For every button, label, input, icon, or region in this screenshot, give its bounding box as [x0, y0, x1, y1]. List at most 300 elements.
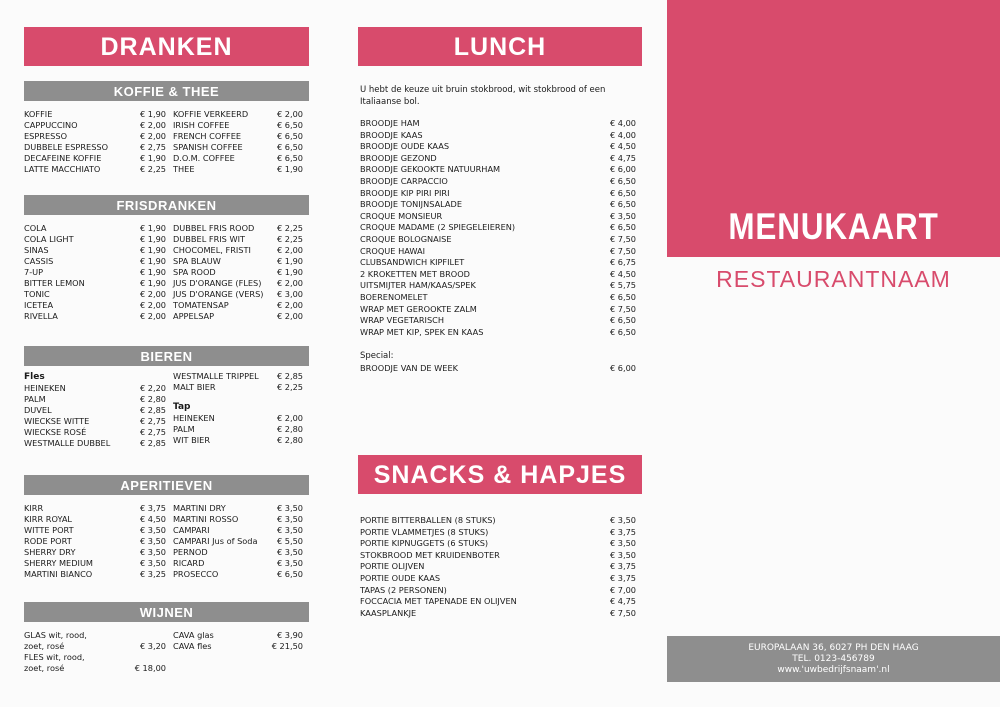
- wijnen-list-left: [24, 630, 166, 674]
- item-price: € 1,90: [139, 278, 166, 288]
- item-price: € 2,25: [276, 223, 303, 233]
- menu-item: [360, 211, 636, 223]
- snacks-banner: SNACKS & HAPJES: [358, 455, 642, 494]
- menu-item: [360, 608, 636, 620]
- item-price: € 3,50: [139, 525, 166, 535]
- item-name: PROSECCO: [173, 569, 219, 579]
- menu-item: [24, 558, 166, 569]
- menu-item: [173, 153, 303, 164]
- menu-item: [173, 245, 303, 256]
- item-price: € 1,90: [139, 109, 166, 119]
- menu-item: [24, 525, 166, 536]
- menu-item: [173, 424, 303, 435]
- wijnen-section: [24, 602, 309, 678]
- bieren-tap-label: Tap: [173, 402, 191, 412]
- item-price: € 4,75: [609, 152, 636, 163]
- item-name: RODE PORT: [24, 536, 72, 546]
- item-name: PERNOD: [173, 547, 208, 557]
- menu-item: [24, 311, 166, 322]
- dranken-banner: DRANKEN: [24, 27, 309, 66]
- menu-item: [360, 515, 636, 527]
- item-price: € 6,50: [609, 326, 636, 337]
- menu-item: [360, 257, 636, 269]
- menu-item: [24, 109, 166, 120]
- item-name: DECAFEINE KOFFIE: [24, 153, 102, 163]
- fris-list-right: [173, 223, 303, 322]
- menu-item: [173, 525, 303, 536]
- item-name: SHERRY DRY: [24, 547, 76, 557]
- menu-item: [173, 164, 303, 175]
- menu-item: [360, 188, 636, 200]
- menu-item: [173, 435, 303, 446]
- item-name: BITTER LEMON: [24, 278, 85, 288]
- item-price: € 4,50: [139, 514, 166, 524]
- item-name: PALM: [24, 394, 46, 404]
- item-name: STOKBROOD MET KRUIDENBOTER: [360, 549, 500, 560]
- item-price: € 6,50: [276, 153, 303, 163]
- menu-item: [173, 234, 303, 245]
- item-name: DUBBEL FRIS WIT: [173, 234, 245, 244]
- item-name: LATTE MACCHIATO: [24, 164, 101, 174]
- item-price: € 5,75: [609, 280, 636, 291]
- item-name: MARTINI DRY: [173, 503, 226, 513]
- menu-item: [24, 438, 166, 449]
- menu-item: [24, 547, 166, 558]
- aperitieven-list-right: [173, 503, 303, 580]
- koffie-list-right: [173, 109, 303, 175]
- item-name: CAMPARI Jus of Soda: [173, 536, 258, 546]
- item-name: BROODJE KAAS: [360, 129, 423, 140]
- item-name: HEINEKEN: [173, 413, 215, 423]
- menu-item: [24, 153, 166, 164]
- item-price: € 7,50: [609, 607, 636, 618]
- item-price: € 3,75: [609, 526, 636, 537]
- item-name: CROQUE BOLOGNAISE: [360, 233, 452, 244]
- item-name: CROQUE MONSIEUR: [360, 210, 443, 221]
- item-price: € 2,00: [276, 109, 303, 119]
- aperitieven-header: APERITIEVEN: [24, 475, 309, 495]
- item-price: € 3,75: [139, 503, 166, 513]
- item-price: € 1,90: [276, 164, 303, 174]
- item-price: € 3,50: [276, 558, 303, 568]
- item-price: € 4,00: [609, 129, 636, 140]
- bieren-right: [173, 371, 303, 446]
- item-name: TONIC: [24, 289, 50, 299]
- item-price: € 2,85: [276, 371, 303, 381]
- item-price: € 1,90: [276, 256, 303, 266]
- item-price: € 3,75: [609, 561, 636, 572]
- koffie-section: [24, 81, 309, 179]
- contact-web: www.'uwbedrijfsnaam'.nl: [777, 665, 890, 675]
- lunch-list: [360, 118, 636, 338]
- menu-item: [24, 234, 166, 245]
- item-name: CHOCOMEL, FRISTI: [173, 245, 251, 255]
- item-name: 2 KROKETTEN MET BROOD: [360, 268, 470, 279]
- menu-item: [173, 131, 303, 142]
- item-name: WIECKSE ROSÉ: [24, 427, 87, 437]
- menu-item: [360, 561, 636, 573]
- lunch-intro: U hebt de keuze uit bruin stokbrood, wit stokbrood of een Italiaanse bol.: [360, 85, 606, 107]
- menu-item: [173, 256, 303, 267]
- wijnen-header: WIJNEN: [24, 602, 309, 622]
- menu-item: [173, 311, 303, 322]
- menu-item: [24, 383, 166, 394]
- item-price: € 6,50: [609, 291, 636, 302]
- menu-item: [360, 585, 636, 597]
- item-name: DUBBELE ESPRESSO: [24, 142, 109, 152]
- menu-item: [360, 118, 636, 130]
- menu-item: [24, 289, 166, 300]
- koffie-list-left: [24, 109, 166, 175]
- menu-item: [24, 245, 166, 256]
- menu-item: [360, 130, 636, 142]
- fris-section: [24, 195, 309, 327]
- lunch-special-name: BROODJE VAN DE WEEK: [360, 363, 458, 373]
- menu-item: [360, 234, 636, 246]
- item-name: ESPRESSO: [24, 131, 68, 141]
- item-price: € 2,00: [276, 245, 303, 255]
- item-price: € 1,90: [139, 153, 166, 163]
- item-name: WIT BIER: [173, 435, 211, 445]
- menu-item: [24, 164, 166, 175]
- item-price: € 6,50: [609, 175, 636, 186]
- menu-item: [24, 630, 166, 641]
- menu-item: [173, 278, 303, 289]
- menu-item: [360, 222, 636, 234]
- item-price: € 18,00: [134, 663, 166, 673]
- item-name: TAPAS (2 PERSONEN): [360, 584, 447, 595]
- item-price: € 3,50: [139, 558, 166, 568]
- item-name: PALM: [173, 424, 195, 434]
- menu-item: [24, 652, 166, 663]
- item-name: MALT BIER: [173, 382, 216, 392]
- item-price: € 1,90: [139, 245, 166, 255]
- item-name: CASSIS: [24, 256, 54, 266]
- item-price: € 1,90: [139, 267, 166, 277]
- item-name: FOCCACIA MET TAPENADE EN OLIJVEN: [360, 596, 517, 607]
- item-name: WRAP MET GEROOKTE ZALM: [360, 303, 477, 314]
- item-name: CLUBSANDWICH KIPFILET: [360, 257, 465, 268]
- item-price: € 2,85: [139, 438, 166, 448]
- item-price: € 6,50: [276, 131, 303, 141]
- item-name: WITTE PORT: [24, 525, 74, 535]
- fris-list-left: [24, 223, 166, 322]
- item-name: SPA ROOD: [173, 267, 216, 277]
- menu-item: [173, 569, 303, 580]
- item-name: BROODJE CARPACCIO: [360, 175, 448, 186]
- menu-item: [360, 269, 636, 281]
- item-name: RIVELLA: [24, 311, 58, 321]
- aperitieven-section: [24, 475, 309, 583]
- menu-item: [173, 630, 303, 641]
- menu-item: [24, 394, 166, 405]
- menu-item: [173, 371, 303, 382]
- item-price: € 2,00: [276, 311, 303, 321]
- cover-subtitle: RESTAURANTNAAM: [716, 266, 951, 292]
- item-price: € 6,50: [276, 569, 303, 579]
- item-name: PORTIE BITTERBALLEN (8 STUKS): [360, 515, 496, 525]
- bieren-fles-list: [24, 383, 166, 449]
- wijnen-list-right: [173, 630, 303, 652]
- item-price: € 3,50: [276, 547, 303, 557]
- item-name: BROODJE KIP PIRI PIRI: [360, 187, 450, 198]
- menu-item: [360, 176, 636, 188]
- item-name: zoet, rosé: [24, 641, 65, 651]
- item-price: € 2,25: [276, 234, 303, 244]
- menu-item: [24, 131, 166, 142]
- menu-item: [24, 569, 166, 580]
- item-price: € 2,00: [139, 300, 166, 310]
- item-name: KIRR: [24, 503, 44, 513]
- item-name: CAPPUCCINO: [24, 120, 78, 130]
- item-name: D.O.M. COFFEE: [173, 153, 235, 163]
- item-price: € 1,90: [139, 234, 166, 244]
- menu-item: [360, 164, 636, 176]
- lunch-special-price: € 6,00: [609, 363, 636, 373]
- menu-item: [360, 246, 636, 258]
- item-price: € 3,75: [609, 572, 636, 583]
- item-name: SHERRY MEDIUM: [24, 558, 93, 568]
- item-price: € 3,50: [139, 536, 166, 546]
- menu-item: [24, 641, 166, 652]
- item-name: GLAS wit, rood,: [24, 630, 87, 640]
- menu-item: [173, 289, 303, 300]
- item-name: CROQUE MADAME (2 SPIEGELEIEREN): [360, 222, 516, 233]
- menu-item: [173, 300, 303, 311]
- menu-item: [24, 300, 166, 311]
- item-price: € 2,25: [276, 382, 303, 392]
- item-name: PORTIE OUDE KAAS: [360, 572, 441, 583]
- item-name: COLA LIGHT: [24, 234, 74, 244]
- item-name: MARTINI BIANCO: [24, 569, 93, 579]
- item-name: JUS D'ORANGE (FLES): [173, 278, 262, 288]
- menu-item: [24, 278, 166, 289]
- item-price: € 2,75: [139, 427, 166, 437]
- item-price: € 6,50: [609, 187, 636, 198]
- menu-item: [24, 120, 166, 131]
- item-name: WESTMALLE TRIPPEL: [173, 371, 259, 381]
- item-name: BROODJE GEKOOKTE NATUURHAM: [360, 164, 501, 175]
- item-price: € 3,50: [276, 525, 303, 535]
- item-name: SPA BLAUW: [173, 256, 221, 266]
- item-price: € 6,50: [276, 120, 303, 130]
- item-name: BOERENOMELET: [360, 291, 428, 302]
- item-name: PORTIE OLIJVEN: [360, 561, 425, 572]
- item-price: € 2,00: [276, 300, 303, 310]
- menu-item: [24, 142, 166, 153]
- item-price: € 2,80: [276, 435, 303, 445]
- item-price: € 2,75: [139, 142, 166, 152]
- menu-item: [360, 315, 636, 327]
- menu-item: [24, 267, 166, 278]
- item-name: UITSMIJTER HAM/KAAS/SPEK: [360, 280, 476, 291]
- item-name: RICARD: [173, 558, 205, 568]
- item-name: PORTIE KIPNUGGETS (6 STUKS): [360, 538, 489, 549]
- item-price: € 6,50: [609, 199, 636, 210]
- item-price: € 4,75: [609, 596, 636, 607]
- bieren-left: [24, 371, 166, 449]
- menu-item: [173, 536, 303, 547]
- menu-item: [24, 503, 166, 514]
- item-name: 7-UP: [24, 267, 44, 277]
- item-name: FRENCH COFFEE: [173, 131, 242, 141]
- item-price: € 2,75: [139, 416, 166, 426]
- bieren-tap-list: [173, 413, 303, 446]
- item-price: € 2,80: [276, 424, 303, 434]
- item-name: BROODJE GEZOND: [360, 152, 437, 163]
- item-name: DUVEL: [24, 405, 52, 415]
- item-price: € 2,00: [139, 131, 166, 141]
- menu-item: [173, 223, 303, 234]
- menu-item: [24, 536, 166, 547]
- item-price: € 3,50: [609, 210, 636, 221]
- menu-item: [173, 109, 303, 120]
- item-price: € 1,90: [139, 223, 166, 233]
- fris-header: FRISDRANKEN: [24, 195, 309, 215]
- snacks-list: [360, 515, 636, 619]
- menu-item: [24, 663, 166, 674]
- item-name: WRAP VEGETARISCH: [360, 315, 445, 326]
- menu-item: [173, 514, 303, 525]
- item-price: € 2,20: [139, 383, 166, 393]
- item-name: MARTINI ROSSO: [173, 514, 239, 524]
- item-price: € 3,50: [609, 538, 636, 549]
- item-price: € 6,50: [276, 142, 303, 152]
- item-price: € 2,85: [139, 405, 166, 415]
- menu-item: [24, 416, 166, 427]
- menu-item: [24, 514, 166, 525]
- koffie-header: KOFFIE & THEE: [24, 81, 309, 101]
- item-name: KAASPLANKJE: [360, 607, 417, 618]
- menu-item: [360, 527, 636, 539]
- item-price: € 2,80: [139, 394, 166, 404]
- menu-item: [360, 596, 636, 608]
- menu-item: [173, 503, 303, 514]
- menu-item: [360, 573, 636, 585]
- item-name: CAVA fles: [173, 641, 212, 651]
- item-price: € 3,50: [609, 549, 636, 560]
- contact-address: EUROPALAAN 36, 6027 PH DEN HAAG: [748, 643, 919, 653]
- item-name: WESTMALLE DUBBEL: [24, 438, 111, 448]
- menu-item: [173, 641, 303, 652]
- item-name: KIRR ROYAL: [24, 514, 72, 524]
- item-price: € 6,50: [609, 222, 636, 233]
- item-price: € 3,50: [276, 503, 303, 513]
- item-price: € 2,00: [139, 120, 166, 130]
- item-name: PORTIE VLAMMETJES (8 STUKS): [360, 526, 489, 537]
- item-name: THEE: [173, 164, 195, 174]
- contact-footer: [667, 636, 1000, 682]
- menu-item: [360, 304, 636, 316]
- item-price: € 6,75: [609, 257, 636, 268]
- menu-item: [360, 199, 636, 211]
- menu-item: [24, 427, 166, 438]
- menu-item: [360, 292, 636, 304]
- item-name: JUS D'ORANGE (VERS): [173, 289, 264, 299]
- item-name: COLA: [24, 223, 47, 233]
- item-price: € 1,90: [276, 267, 303, 277]
- item-price: € 4,50: [609, 268, 636, 279]
- menu-item: [24, 405, 166, 416]
- menu-item: [173, 558, 303, 569]
- item-price: € 3,20: [139, 641, 166, 651]
- item-name: CAMPARI: [173, 525, 210, 535]
- item-name: FLES wit, rood,: [24, 652, 85, 662]
- item-price: € 3,50: [609, 515, 636, 525]
- item-price: € 3,25: [139, 569, 166, 579]
- item-price: € 4,50: [609, 141, 636, 152]
- item-name: CROQUE HAWAI: [360, 245, 426, 256]
- bieren-section: [24, 346, 309, 455]
- item-price: € 5,50: [276, 536, 303, 546]
- item-price: € 21,50: [271, 641, 303, 651]
- item-name: HEINEKEN: [24, 383, 66, 393]
- menu-item: [360, 141, 636, 153]
- contact-phone: TEL. 0123-456789: [792, 654, 875, 664]
- lunch-special-row: [360, 363, 636, 375]
- menu-item: [360, 153, 636, 165]
- item-price: € 2,00: [276, 278, 303, 288]
- cover-title: MENUKAART: [728, 206, 939, 247]
- menu-item: [24, 256, 166, 267]
- item-price: € 7,50: [609, 245, 636, 256]
- item-name: APPELSAP: [173, 311, 215, 321]
- item-name: SINAS: [24, 245, 49, 255]
- item-price: € 2,25: [139, 164, 166, 174]
- item-price: € 6,50: [609, 315, 636, 326]
- menu-item: [173, 382, 303, 393]
- item-price: € 2,00: [139, 311, 166, 321]
- menu-item: [24, 223, 166, 234]
- item-name: SPANISH COFFEE: [173, 142, 243, 152]
- item-price: € 3,50: [276, 514, 303, 524]
- item-name: BROODJE OUDE KAAS: [360, 141, 450, 152]
- menu-item: [173, 120, 303, 131]
- item-price: € 7,50: [609, 303, 636, 314]
- item-price: € 3,90: [276, 630, 303, 640]
- item-price: € 7,00: [609, 584, 636, 595]
- item-price: € 6,00: [609, 164, 636, 175]
- item-price: € 3,00: [276, 289, 303, 299]
- item-price: € 7,50: [609, 233, 636, 244]
- menu-item: [360, 538, 636, 550]
- menu-item: [360, 280, 636, 292]
- item-name: KOFFIE VERKEERD: [173, 109, 249, 119]
- bieren-right-list: [173, 371, 303, 393]
- item-name: zoet, rosé: [24, 663, 65, 673]
- aperitieven-list-left: [24, 503, 166, 580]
- item-name: CAVA glas: [173, 630, 214, 640]
- item-name: KOFFIE: [24, 109, 53, 119]
- menu-item: [360, 327, 636, 339]
- item-name: TOMATENSAP: [173, 300, 229, 310]
- item-price: € 4,00: [609, 118, 636, 128]
- lunch-banner: LUNCH: [358, 27, 642, 66]
- item-price: € 2,00: [139, 289, 166, 299]
- menu-item: [173, 547, 303, 558]
- item-name: DUBBEL FRIS ROOD: [173, 223, 255, 233]
- item-name: WRAP MET KIP, SPEK EN KAAS: [360, 326, 484, 337]
- bieren-header: BIEREN: [24, 346, 309, 366]
- lunch-special-label: Special:: [360, 351, 394, 361]
- menu-item: [360, 550, 636, 562]
- menu-item: [173, 142, 303, 153]
- menu-item: [173, 267, 303, 278]
- item-name: WIECKSE WITTE: [24, 416, 90, 426]
- item-name: BROODJE HAM: [360, 118, 420, 128]
- bieren-fles-label: Fles: [24, 372, 45, 382]
- item-price: € 3,50: [139, 547, 166, 557]
